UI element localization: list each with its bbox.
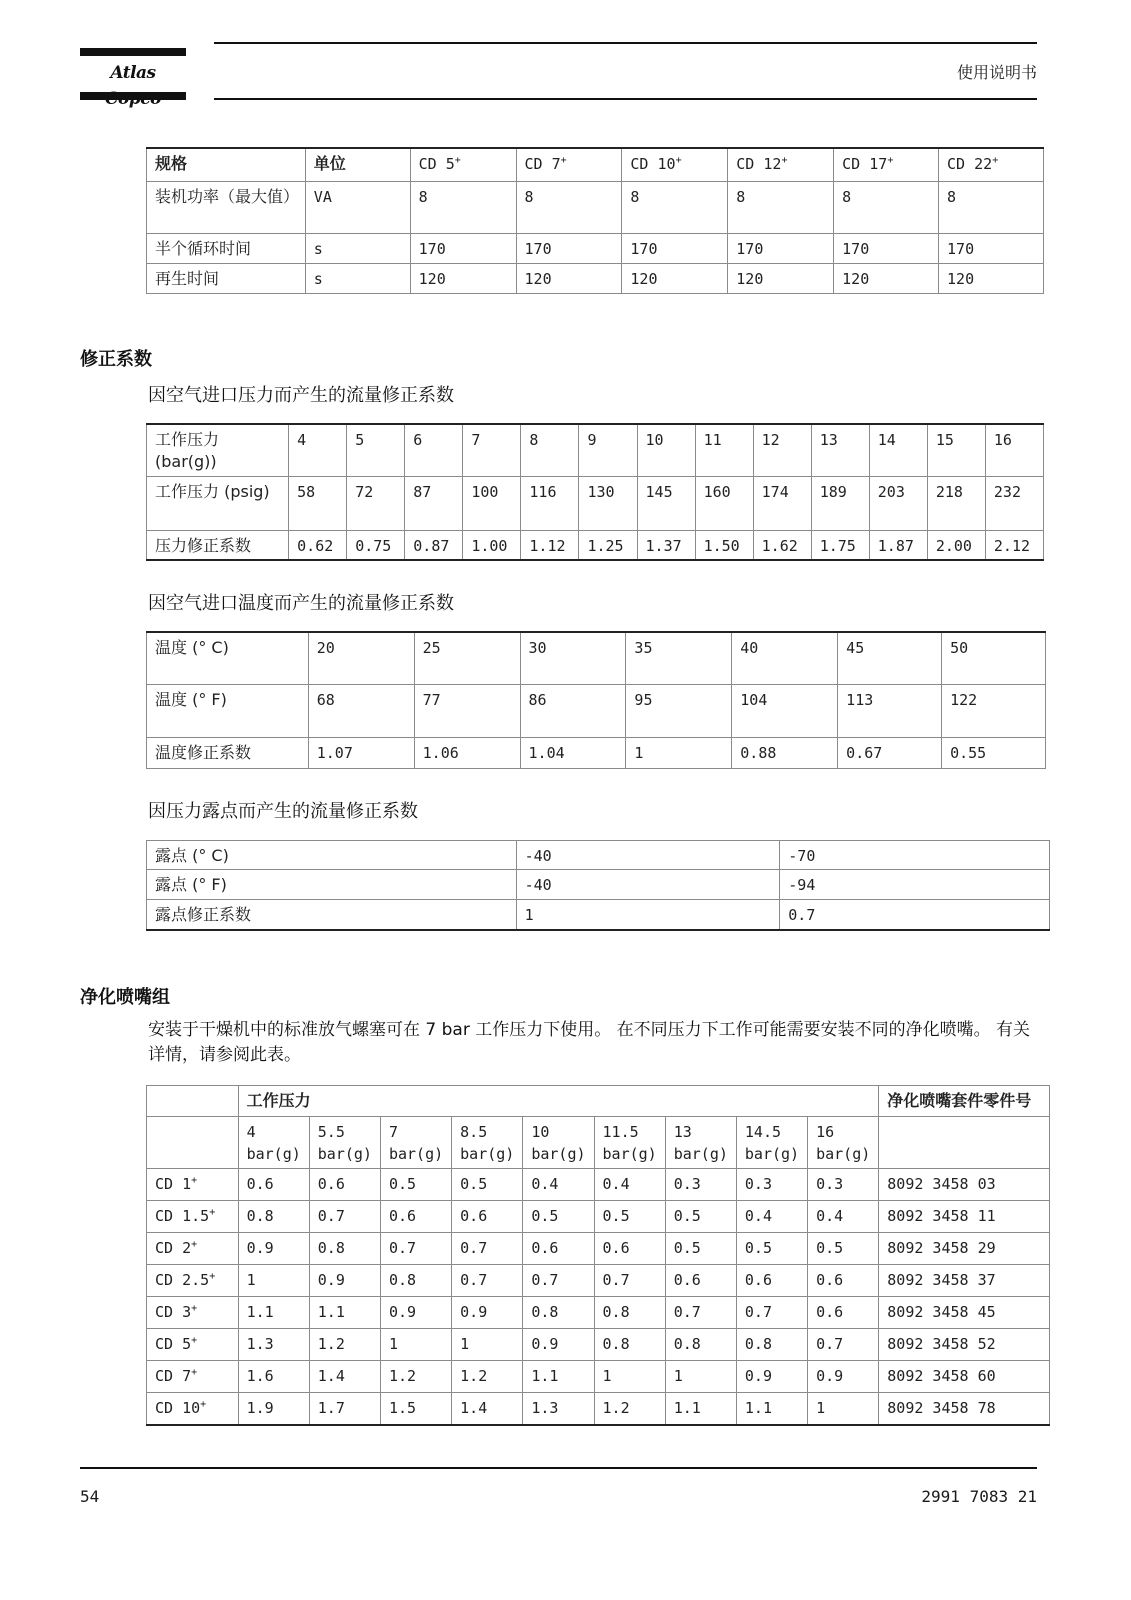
table-row [147, 841, 1050, 870]
value-cell: -40 [516, 870, 780, 900]
value-cell: 0.5 [452, 1169, 523, 1201]
atlas-copco-logo [80, 48, 186, 100]
value-cell: 0.7 [452, 1265, 523, 1297]
pressure-cell [523, 1117, 594, 1169]
value-cell: 0.8 [238, 1201, 309, 1233]
value-cell: 0.6 [452, 1201, 523, 1233]
footer-rule [80, 1467, 1037, 1469]
value-cell: 0.8 [594, 1329, 665, 1361]
logo-wordmark: Atlas [110, 63, 156, 83]
nozzle-table [146, 1085, 1050, 1426]
value-cell: 1 [626, 737, 732, 768]
value-cell: 0.3 [736, 1169, 807, 1201]
table-row [147, 684, 1046, 737]
value-cell: 0.5 [736, 1233, 807, 1265]
model-cell: CD 1.5+ [147, 1201, 239, 1233]
value-cell: 1.2 [594, 1393, 665, 1425]
value-cell: -70 [780, 841, 1050, 870]
value-cell: 0.88 [732, 737, 838, 768]
value-cell: 0.62 [289, 530, 347, 560]
pressure-value: 14.5 [744, 1123, 782, 1141]
row-label: 露点 (° C) [147, 841, 517, 870]
table-row [147, 1265, 1050, 1297]
value-cell: 13 [811, 424, 869, 476]
value-cell: 0.6 [808, 1297, 879, 1329]
row-label: 半个循环时间 [147, 233, 306, 263]
row-label: 温度 (° C) [147, 632, 309, 684]
value-cell: 1.50 [695, 530, 753, 560]
value-cell: 1 [452, 1329, 523, 1361]
pressure-unit: bar(g) [673, 1145, 728, 1163]
value-cell: 0.7 [736, 1297, 807, 1329]
table-row [147, 1201, 1050, 1233]
part-number-cell: 8092 3458 11 [879, 1201, 1050, 1233]
value-cell: 1.3 [238, 1329, 309, 1361]
part-number-cell: 8092 3458 52 [879, 1329, 1050, 1361]
value-cell: 0.7 [309, 1201, 380, 1233]
value-cell: 9 [579, 424, 637, 476]
value-cell: 1.3 [523, 1393, 594, 1425]
value-cell: 0.3 [665, 1169, 736, 1201]
correction-section-title: 修正系数 [80, 349, 152, 370]
pressure-value: 16 [816, 1123, 835, 1141]
row-label: 工作压力 (psig) [147, 476, 289, 530]
value-cell: 11 [695, 424, 753, 476]
table-row [147, 1393, 1050, 1425]
pressure-cell [238, 1117, 309, 1169]
value-cell: 1.1 [523, 1361, 594, 1393]
pressure-value: 10 [531, 1123, 550, 1141]
value-cell: 0.7 [523, 1265, 594, 1297]
table-row [147, 1329, 1050, 1361]
value-cell: 0.6 [380, 1201, 451, 1233]
value-cell: 0.6 [808, 1265, 879, 1297]
value-cell: 218 [927, 476, 985, 530]
value-cell: 120 [728, 263, 834, 293]
unit-cell: s [305, 263, 410, 293]
value-cell: 1.12 [521, 530, 579, 560]
value-cell: 0.4 [736, 1201, 807, 1233]
pressure-subtitle: 因空气进口压力而产生的流量修正系数 [148, 385, 454, 406]
dewpoint-subtitle: 因压力露点而产生的流量修正系数 [148, 801, 418, 822]
value-cell: 1.6 [238, 1361, 309, 1393]
value-cell: 113 [838, 684, 942, 737]
value-cell: 170 [939, 233, 1044, 263]
value-cell: 0.8 [736, 1329, 807, 1361]
spec-header-cell: CD 10+ [622, 148, 728, 181]
row-label: 再生时间 [147, 263, 306, 293]
value-cell: 1 [594, 1361, 665, 1393]
value-cell: 116 [521, 476, 579, 530]
part-number-cell: 8092 3458 45 [879, 1297, 1050, 1329]
value-cell: 1 [380, 1329, 451, 1361]
value-cell: 68 [308, 684, 414, 737]
value-cell: 1.7 [309, 1393, 380, 1425]
pressure-value: 5.5 [317, 1123, 345, 1141]
value-cell: 8 [728, 181, 834, 233]
value-cell: 0.7 [665, 1297, 736, 1329]
pressure-cell [380, 1117, 451, 1169]
value-cell: 170 [622, 233, 728, 263]
spec-header-cell: CD 5+ [410, 148, 516, 181]
value-cell: 1.1 [309, 1297, 380, 1329]
pressure-value: 4 [246, 1123, 256, 1141]
value-cell: 87 [405, 476, 463, 530]
table-row [147, 424, 1044, 476]
kit-header: 净化喷嘴套件零件号 [879, 1086, 1050, 1117]
value-cell: 0.9 [452, 1297, 523, 1329]
value-cell: 160 [695, 476, 753, 530]
value-cell: 1.4 [452, 1393, 523, 1425]
value-cell: 0.8 [594, 1297, 665, 1329]
value-cell: 1.06 [414, 737, 520, 768]
value-cell: 0.8 [523, 1297, 594, 1329]
value-cell: 120 [516, 263, 622, 293]
table-row [147, 737, 1046, 768]
value-cell: 1.1 [736, 1393, 807, 1425]
value-cell: 1.5 [380, 1393, 451, 1425]
value-cell: 58 [289, 476, 347, 530]
value-cell: 145 [637, 476, 695, 530]
nozzle-header-row [147, 1086, 1050, 1117]
value-cell: 0.8 [380, 1265, 451, 1297]
model-cell: CD 7+ [147, 1361, 239, 1393]
value-cell: 1.07 [308, 737, 414, 768]
table-row [147, 1361, 1050, 1393]
nozzle-paragraph: 安装于干燥机中的标准放气螺塞可在 7 bar 工作压力下使用。 在不同压力下工作可能需要安装不同的净化喷嘴。 有关详情，请参阅此表。 [148, 1020, 1031, 1065]
value-cell: 1.9 [238, 1393, 309, 1425]
table-row [147, 181, 1044, 233]
value-cell: 0.9 [380, 1297, 451, 1329]
row-label: 露点 (° F) [147, 870, 517, 900]
pressure-unit: bar(g) [744, 1145, 800, 1163]
value-cell: 0.67 [838, 737, 942, 768]
page-number: 54 [80, 1487, 100, 1506]
nozzle-section-title: 净化喷嘴组 [80, 987, 170, 1008]
table-row [147, 263, 1044, 293]
part-number-cell: 8092 3458 60 [879, 1361, 1050, 1393]
value-cell: 8 [834, 181, 939, 233]
table-row [147, 900, 1050, 930]
pressure-unit: bar(g) [388, 1145, 444, 1163]
value-cell: 8 [622, 181, 728, 233]
value-cell: 120 [410, 263, 516, 293]
pressure-value: 8.5 [460, 1123, 488, 1141]
value-cell: 0.6 [523, 1233, 594, 1265]
pressure-value: 11.5 [602, 1123, 639, 1141]
part-number-cell: 8092 3458 03 [879, 1169, 1050, 1201]
doc-number: 2991 7083 21 [921, 1487, 1037, 1506]
value-cell: 6 [405, 424, 463, 476]
spec-header-cell: 单位 [305, 148, 410, 181]
value-cell: 30 [520, 632, 626, 684]
spec-header-row [147, 148, 1044, 181]
value-cell: 1.2 [452, 1361, 523, 1393]
pressure-cell [452, 1117, 523, 1169]
value-cell: 0.3 [808, 1169, 879, 1201]
table-row [147, 870, 1050, 900]
value-cell: 0.7 [594, 1265, 665, 1297]
value-cell: 1.00 [463, 530, 521, 560]
value-cell: 1.1 [665, 1393, 736, 1425]
value-cell: 1 [238, 1265, 309, 1297]
value-cell: 0.8 [309, 1233, 380, 1265]
value-cell: 10 [637, 424, 695, 476]
value-cell: 12 [753, 424, 811, 476]
value-cell: 5 [347, 424, 405, 476]
value-cell: 232 [985, 476, 1043, 530]
value-cell: 4 [289, 424, 347, 476]
unit-cell: VA [305, 181, 410, 233]
pressure-cell [808, 1117, 879, 1169]
value-cell: 0.5 [665, 1233, 736, 1265]
value-cell: 120 [622, 263, 728, 293]
value-cell: 0.8 [665, 1329, 736, 1361]
value-cell: 1.25 [579, 530, 637, 560]
value-cell: 1.87 [869, 530, 927, 560]
pressure-header: 工作压力 [238, 1086, 879, 1117]
value-cell: 95 [626, 684, 732, 737]
value-cell: 1.4 [309, 1361, 380, 1393]
value-cell: 8 [939, 181, 1044, 233]
empty-cell [879, 1117, 1050, 1169]
value-cell: 86 [520, 684, 626, 737]
value-cell: 189 [811, 476, 869, 530]
value-cell: 0.5 [380, 1169, 451, 1201]
value-cell: 1.37 [637, 530, 695, 560]
value-cell: 0.9 [808, 1361, 879, 1393]
value-cell: 120 [834, 263, 939, 293]
value-cell: 1 [516, 900, 780, 930]
spec-header-cell: CD 22+ [939, 148, 1044, 181]
spec-table [146, 147, 1044, 294]
value-cell: 0.4 [594, 1169, 665, 1201]
row-label: 温度修正系数 [147, 737, 309, 768]
model-cell: CD 10+ [147, 1393, 239, 1425]
value-cell: 0.4 [523, 1169, 594, 1201]
value-cell: 170 [516, 233, 622, 263]
table-row [147, 1169, 1050, 1201]
pressure-value: 7 [388, 1123, 398, 1141]
value-cell: 170 [728, 233, 834, 263]
model-cell: CD 5+ [147, 1329, 239, 1361]
value-cell: 1.04 [520, 737, 626, 768]
value-cell: 25 [414, 632, 520, 684]
table-row [147, 530, 1044, 560]
table-row [147, 1297, 1050, 1329]
row-label: 装机功率（最大值） [147, 181, 306, 233]
model-cell: CD 2+ [147, 1233, 239, 1265]
row-label: 露点修正系数 [147, 900, 517, 930]
value-cell: 0.6 [665, 1265, 736, 1297]
value-cell: 0.6 [238, 1169, 309, 1201]
value-cell: 35 [626, 632, 732, 684]
value-cell: 0.9 [736, 1361, 807, 1393]
pressure-unit: bar(g) [816, 1145, 871, 1163]
value-cell: 100 [463, 476, 521, 530]
value-cell: 1.2 [309, 1329, 380, 1361]
value-cell: 0.6 [736, 1265, 807, 1297]
part-number-cell: 8092 3458 37 [879, 1265, 1050, 1297]
value-cell: 0.7 [452, 1233, 523, 1265]
logo-top-bar [80, 48, 186, 56]
pressure-header-row [147, 1117, 1050, 1169]
value-cell: 0.5 [594, 1201, 665, 1233]
pressure-value: 13 [673, 1123, 692, 1141]
value-cell: 174 [753, 476, 811, 530]
value-cell: 16 [985, 424, 1043, 476]
value-cell: 15 [927, 424, 985, 476]
value-cell: 0.5 [665, 1201, 736, 1233]
table-row [147, 632, 1046, 684]
value-cell: 1.2 [380, 1361, 451, 1393]
value-cell: 2.00 [927, 530, 985, 560]
pressure-unit: bar(g) [531, 1145, 586, 1163]
model-cell: CD 3+ [147, 1297, 239, 1329]
value-cell: 170 [410, 233, 516, 263]
value-cell: 0.5 [808, 1233, 879, 1265]
value-cell: 20 [308, 632, 414, 684]
value-cell: 1.1 [238, 1297, 309, 1329]
temperature-correction-table [146, 631, 1046, 769]
value-cell: 14 [869, 424, 927, 476]
value-cell: 0.6 [594, 1233, 665, 1265]
value-cell: 130 [579, 476, 637, 530]
value-cell: 50 [942, 632, 1046, 684]
part-number-cell: 8092 3458 78 [879, 1393, 1050, 1425]
dewpoint-correction-table [146, 840, 1050, 931]
value-cell: 203 [869, 476, 927, 530]
value-cell: 77 [414, 684, 520, 737]
logo-bottom-bar [80, 92, 186, 100]
value-cell: 0.9 [523, 1329, 594, 1361]
value-cell: 0.4 [808, 1201, 879, 1233]
value-cell: 2.12 [985, 530, 1043, 560]
row-label: 温度 (° F) [147, 684, 309, 737]
spec-header-cell: CD 17+ [834, 148, 939, 181]
value-cell: 120 [939, 263, 1044, 293]
value-cell: 0.75 [347, 530, 405, 560]
value-cell: 122 [942, 684, 1046, 737]
value-cell: 0.7 [780, 900, 1050, 930]
value-cell: 0.5 [523, 1201, 594, 1233]
temperature-subtitle: 因空气进口温度而产生的流量修正系数 [148, 593, 454, 614]
value-cell: 1.62 [753, 530, 811, 560]
model-cell: CD 2.5+ [147, 1265, 239, 1297]
table-row [147, 1233, 1050, 1265]
table-row [147, 233, 1044, 263]
part-number-cell: 8092 3458 29 [879, 1233, 1050, 1265]
pressure-unit: bar(g) [246, 1145, 301, 1163]
value-cell: 40 [732, 632, 838, 684]
value-cell: 8 [516, 181, 622, 233]
table-row [147, 476, 1044, 530]
pressure-correction-table [146, 423, 1044, 561]
pressure-unit: bar(g) [317, 1145, 372, 1163]
doc-title: 使用说明书 [956, 63, 1037, 82]
spec-header-cell: CD 12+ [728, 148, 834, 181]
value-cell: 0.9 [238, 1233, 309, 1265]
value-cell: 1.75 [811, 530, 869, 560]
header-rule-top [214, 42, 1037, 44]
row-label: 压力修正系数 [147, 530, 289, 560]
unit-cell: s [305, 233, 410, 263]
value-cell: 8 [410, 181, 516, 233]
pressure-cell [665, 1117, 736, 1169]
header-rule-bottom [214, 98, 1037, 100]
value-cell: 0.55 [942, 737, 1046, 768]
value-cell: 0.7 [808, 1329, 879, 1361]
pressure-unit: bar(g) [602, 1145, 657, 1163]
value-cell: -94 [780, 870, 1050, 900]
value-cell: 0.6 [309, 1169, 380, 1201]
spec-header-cell: CD 7+ [516, 148, 622, 181]
value-cell: 7 [463, 424, 521, 476]
model-cell: CD 1+ [147, 1169, 239, 1201]
value-cell: 0.7 [380, 1233, 451, 1265]
value-cell: 0.9 [309, 1265, 380, 1297]
pressure-cell [736, 1117, 807, 1169]
value-cell: 1 [665, 1361, 736, 1393]
spec-header-cell: 规格 [147, 148, 306, 181]
pressure-unit: bar(g) [460, 1145, 515, 1163]
value-cell: 104 [732, 684, 838, 737]
row-label: 工作压力 (bar(g)) [147, 424, 289, 476]
value-cell: -40 [516, 841, 780, 870]
pressure-cell [309, 1117, 380, 1169]
value-cell: 72 [347, 476, 405, 530]
empty-cell [147, 1117, 239, 1169]
value-cell: 170 [834, 233, 939, 263]
value-cell: 0.87 [405, 530, 463, 560]
value-cell: 1 [808, 1393, 879, 1425]
empty-corner-cell [147, 1086, 239, 1117]
value-cell: 8 [521, 424, 579, 476]
pressure-cell [594, 1117, 665, 1169]
value-cell: 45 [838, 632, 942, 684]
